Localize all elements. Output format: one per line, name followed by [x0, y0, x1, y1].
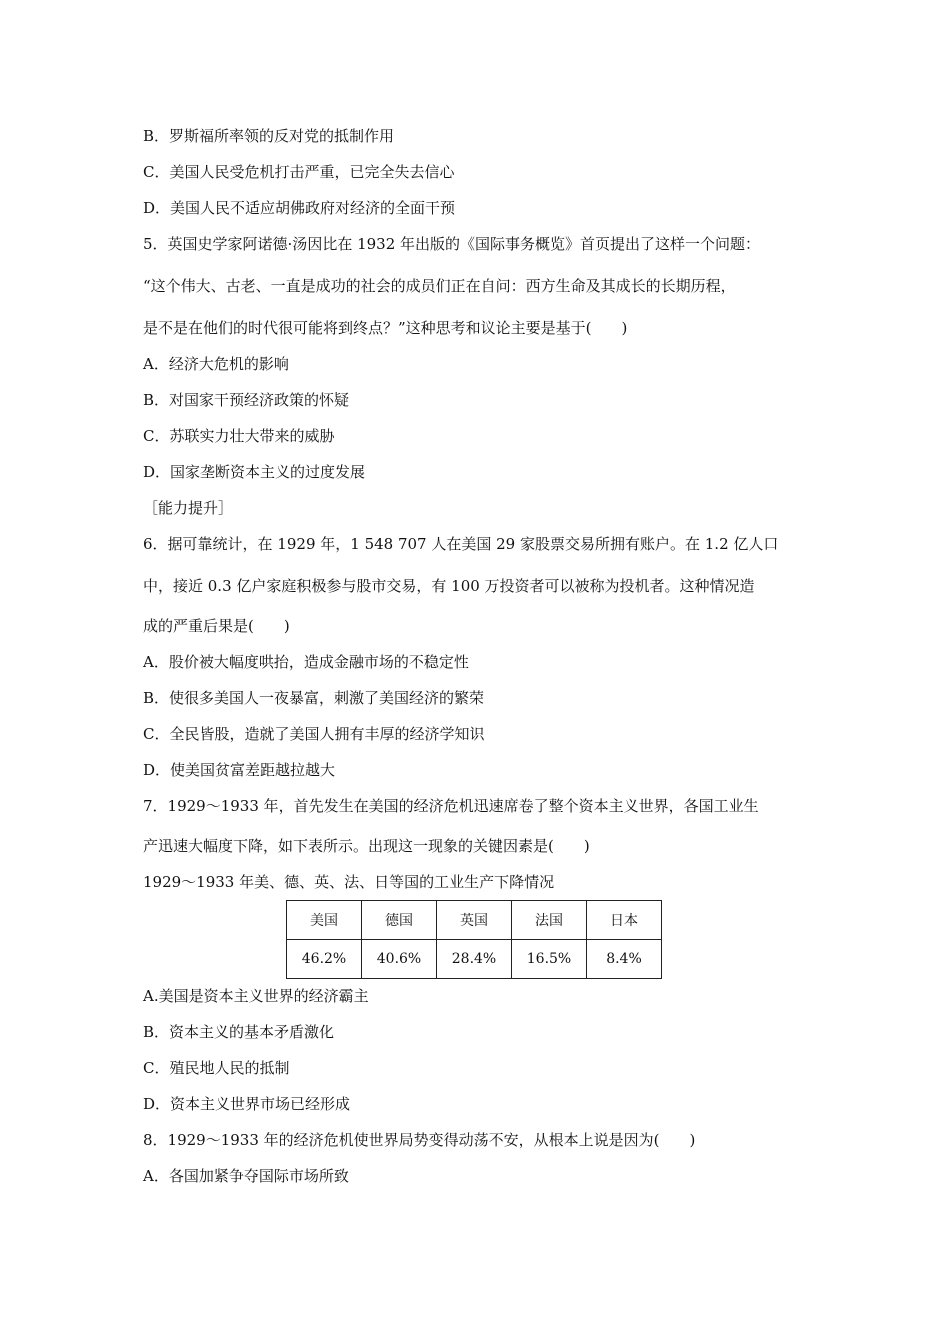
section-heading: ［能力提升］ — [143, 499, 234, 517]
q5-stem-line-1: 5．英国史学家阿诺德·汤因比在 1932 年出版的《国际事务概览》首页提出了这样一个问题： — [143, 235, 761, 253]
table-header-cell: 日本 — [587, 901, 662, 940]
q4-option-c: C．美国人民受危机打击严重，已完全失去信心 — [143, 163, 455, 181]
q4-option-d: D．美国人民不适应胡佛政府对经济的全面干预 — [143, 199, 456, 217]
q7-stem-line-2: 产迅速大幅度下降，如下表所示。出现这一现象的关键因素是( ) — [143, 837, 590, 855]
production-decline-table — [286, 900, 662, 979]
q7-stem-line-1: 7．1929～1933 年，首先发生在美国的经济危机迅速席卷了整个资本主义世界，各国工业生 — [143, 797, 759, 815]
q6-option-c: C．全民皆股，造就了美国人拥有丰厚的经济学知识 — [143, 725, 485, 743]
table-header-cell: 美国 — [287, 901, 362, 940]
q5-option-b: B．对国家干预经济政策的怀疑 — [143, 391, 350, 409]
table-caption: 1929～1933 年美、德、英、法、日等国的工业生产下降情况 — [143, 873, 555, 891]
q6-option-d: D．使美国贫富差距越拉越大 — [143, 761, 336, 779]
q4-option-b: B．罗斯福所率领的反对党的抵制作用 — [143, 127, 395, 145]
q7-option-b: B．资本主义的基本矛盾激化 — [143, 1023, 335, 1041]
q6-stem-line-2: 中，接近 0.3 亿户家庭积极参与股市交易，有 100 万投资者可以被称为投机者。这种情况造 — [143, 577, 755, 595]
table-header-cell: 德国 — [362, 901, 437, 940]
q5-stem-line-3: 是不是在他们的时代很可能将到终点？”这种思考和议论主要是基于( ) — [143, 319, 628, 337]
q8-option-a: A．各国加紧争夺国际市场所致 — [143, 1167, 349, 1185]
q6-option-b: B．使很多美国人一夜暴富，刺激了美国经济的繁荣 — [143, 689, 485, 707]
q5-option-d: D．国家垄断资本主义的过度发展 — [143, 463, 366, 481]
table-value-row — [287, 940, 662, 979]
q7-option-a: A.美国是资本主义世界的经济霸主 — [143, 987, 369, 1005]
table-header-cell: 法国 — [512, 901, 587, 940]
table-value-cell: 8.4% — [587, 940, 662, 979]
q6-stem-line-3: 成的严重后果是( ) — [143, 617, 290, 635]
q7-option-d: D．资本主义世界市场已经形成 — [143, 1095, 351, 1113]
table-value-cell: 28.4% — [437, 940, 512, 979]
q6-stem-line-1: 6．据可靠统计，在 1929 年，1 548 707 人在美国 29 家股票交易所拥有账户。在 1.2 亿人口 — [143, 535, 779, 553]
q5-option-a: A．经济大危机的影响 — [143, 355, 289, 373]
q5-stem-line-2: “这个伟大、古老、一直是成功的社会的成员们正在自问：西方生命及其成长的长期历程， — [143, 277, 736, 295]
q8-stem: 8．1929～1933 年的经济危机使世界局势变得动荡不安，从根本上说是因为( ) — [143, 1131, 696, 1149]
table-value-cell: 40.6% — [362, 940, 437, 979]
table-header-row — [287, 901, 662, 940]
q7-option-c: C．殖民地人民的抵制 — [143, 1059, 290, 1077]
q6-option-a: A．股价被大幅度哄抬，造成金融市场的不稳定性 — [143, 653, 469, 671]
q5-option-c: C．苏联实力壮大带来的威胁 — [143, 427, 335, 445]
table-value-cell: 16.5% — [512, 940, 587, 979]
table-value-cell: 46.2% — [287, 940, 362, 979]
table-header-cell: 英国 — [437, 901, 512, 940]
